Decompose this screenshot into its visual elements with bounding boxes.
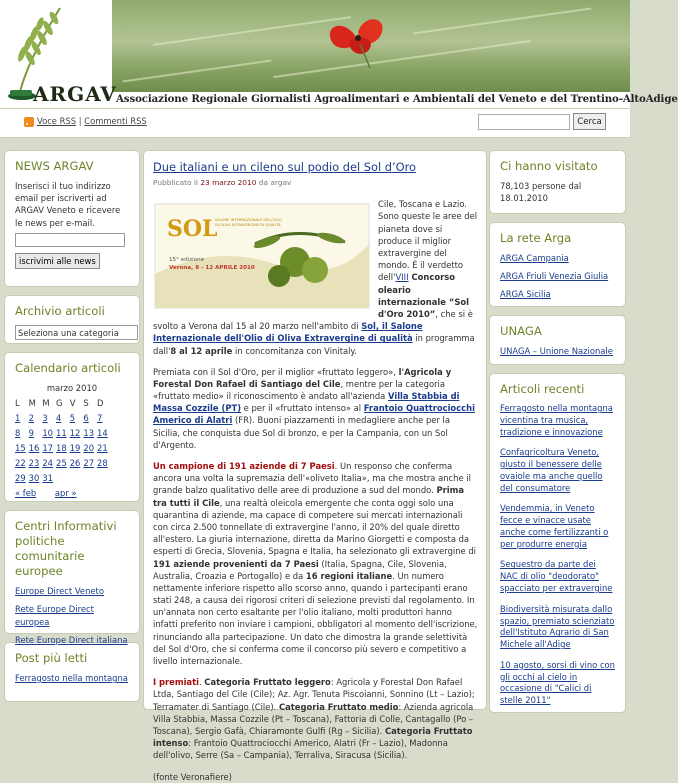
post-paragraph-3 <box>153 460 478 667</box>
p1-text-b: Concorso oleario internazionale “Sol d'Oro 2010” <box>378 272 470 319</box>
p1-text-e: 8 al 12 aprile <box>170 345 233 356</box>
archive-title: Archivio articoli <box>15 304 105 318</box>
popular-widget <box>4 642 140 702</box>
p4-text-e: : Azienda agricola Villa Stabbia, Massa Cozzile (Pt – Toscana), Fattoria di Colle, Cantagallo (Po – Toscana), Sergio Gafà, Chiaramonte Gulfi (Rg – Sicilia). <box>153 701 474 736</box>
calendar-day[interactable]: 20 <box>83 442 95 453</box>
p4-text-a: . <box>198 677 205 688</box>
calendar-week <box>15 425 111 440</box>
sol-subtitle: SALONE INTERNAZIONALE DELL'OLIO DI OLIVA EXTRAVERGINE DI QUALITÀ <box>215 218 283 227</box>
p4-heading: I premiati <box>153 677 199 688</box>
post-meta-author: da argav <box>256 177 292 187</box>
calendar-day[interactable]: 21 <box>97 442 108 453</box>
calendar-title: Calendario articoli <box>15 361 121 375</box>
viii-link[interactable]: VIII <box>395 272 409 283</box>
weekday: G <box>56 397 63 408</box>
calendar-week <box>15 440 111 455</box>
argav-logo[interactable] <box>0 0 120 104</box>
calendar-day[interactable]: 26 <box>69 457 81 468</box>
p4-text-d: Categoria Fruttato medio <box>278 701 399 712</box>
calendar-day[interactable]: 7 <box>97 412 103 423</box>
calendar-day[interactable]: 15 <box>15 442 26 453</box>
calendar-day[interactable]: 5 <box>69 412 76 423</box>
recent-title: Articoli recenti <box>500 382 585 396</box>
search-input[interactable] <box>478 114 570 130</box>
calendar-day[interactable]: 22 <box>15 457 26 468</box>
calendar-day[interactable]: 28 <box>97 457 108 468</box>
arga-campania-link[interactable]: ARGA Campania <box>500 253 569 264</box>
post-paragraph-4 <box>153 676 478 761</box>
recent-article-link[interactable]: Ferragosto nella montagna vicentina tra musica, tradizione e innovazione <box>500 403 613 437</box>
unaga-widget <box>489 315 626 365</box>
comments-rss-link[interactable]: Commenti RSS <box>84 116 147 126</box>
recent-article-link[interactable]: Sequestro da parte dei NAC di olio "deodorato" spacciato per extravergine <box>500 559 613 594</box>
weekday: V <box>69 397 76 408</box>
post-meta-prefix: Pubblicato il <box>153 177 201 187</box>
p2-text-c: , mentre per la categoria «fruttato medio» il riconoscimento è andato all'azienda <box>153 378 445 402</box>
p1-text-a: Cile, Toscana e Lazio. Sono queste le aree del pianeta dove si produce il miglior extravergine del mondo. È il verdetto dell' <box>378 199 478 283</box>
p4-text-c: : Agricola y Forestal Don Rafael Ltda, Santiago del Cile (Cile); Az. Agr. Tenuta Piscoianni, Sonnino (Lt – Lazio); Terramater di Santiago (Cile). <box>153 677 475 712</box>
p3-text-d: 191 aziende provenienti da 7 Paesi <box>153 558 319 569</box>
calendar-day[interactable]: 13 <box>83 427 95 438</box>
calendar-day[interactable]: 30 <box>28 472 40 483</box>
news-title: NEWS ARGAV <box>15 159 94 173</box>
calendar-day[interactable]: 14 <box>97 427 108 438</box>
category-select[interactable]: Seleziona una categoria <box>15 325 138 340</box>
main-content <box>143 150 487 782</box>
site-tagline: Associazione Regionale Giornalisti Agroalimentari e Ambientali del Veneto e del Trentino-AltoAdige <box>116 93 678 105</box>
p3-text-g: . Un numero nettamente inferiore rispetto allo scorso anno, quando i partecipanti erano stati 248, a causa dei rigorosi criteri di selezione previsti dal regolamento. In un'annata non certo esaltante per l'olio italiano, molti produttori hanno infatti preferito non inviare i campioni, obbligatori al momento dell'iscrizione, rinunciando alla partecipazione. Un dato che dimostra la grande selettività del Sol d'Oro, che si conferma come il concorso più severo e competitivo a livello internazionale. <box>153 570 478 667</box>
recent-article-link[interactable]: Vendemmia, in Veneto fecce e vinacce usate anche come fertilizzanti o per produrre energia <box>500 503 609 549</box>
rss-feed-link[interactable]: Voce RSS <box>37 116 77 126</box>
calendar-week <box>15 410 111 425</box>
p1-text-c: , che si è svolto a Verona dal 15 al 20 marzo nell'ambito di <box>153 308 473 332</box>
calendar-day[interactable]: 2 <box>28 412 35 423</box>
p2-text-e: (FR). Buoni piazzamenti in medagliere anche per la Sicilia, che conquista due Sol di bronzo, e per la Campania, con un Sol d'Argento. <box>153 415 451 450</box>
weekday: S <box>83 397 89 408</box>
post-date: 23 marzo 2010 <box>200 177 257 187</box>
calendar-month: marzo 2010 <box>46 383 98 394</box>
post-paragraph-2 <box>153 366 478 451</box>
p2-text-d: e per il «fruttato intenso» al <box>241 403 364 414</box>
post-title[interactable] <box>153 159 478 176</box>
news-email-input[interactable] <box>15 233 125 247</box>
rete-europe-direct-europea-link[interactable]: Rete Europe Direct europea <box>15 604 94 627</box>
calendar-day[interactable]: 24 <box>42 457 54 468</box>
calendar-day[interactable]: 25 <box>56 457 67 468</box>
calendar-day[interactable]: 9 <box>28 427 35 438</box>
calendar-day[interactable]: 19 <box>69 442 81 453</box>
rss-links <box>37 115 147 127</box>
rss-bar <box>0 108 630 138</box>
unaga-title: UNAGA <box>500 324 542 338</box>
calendar-week <box>15 470 111 485</box>
calendar-nav <box>15 487 129 499</box>
sol-dates: Verona, 8 - 12 APRILE 2010 <box>169 265 255 272</box>
subscribe-button[interactable]: iscrivimi alle news <box>15 253 100 269</box>
visits-count: 78,103 persone dal 18.01.2010 <box>500 181 582 204</box>
p4-text-f: Categoria Fruttato intenso <box>153 725 473 749</box>
weekday: D <box>97 397 104 408</box>
header-banner-image <box>112 0 630 92</box>
popular-post-link[interactable]: Ferragosto nella montagna <box>15 673 128 684</box>
visits-title: Ci hanno visitato <box>500 159 598 173</box>
calendar-prev-link[interactable]: « feb <box>15 488 37 499</box>
calendar-day[interactable]: 16 <box>28 442 40 453</box>
calendar-day[interactable]: 1 <box>15 412 21 423</box>
weekday: L <box>15 397 20 408</box>
arga-widget <box>489 222 626 307</box>
weekday: M <box>42 397 50 408</box>
sol-logo-text: SOL <box>167 216 218 243</box>
news-description: Inserisci il tuo indirizzo email per iscriverti ad ARGAV Veneto e ricevere le news per e-mail. <box>15 181 121 228</box>
archive-widget <box>4 295 140 344</box>
sol-salone-link[interactable]: Sol, il Salone Internazionale dell'Olio di Oliva Extravergine di qualità <box>153 321 423 344</box>
right-sidebar <box>489 150 626 721</box>
rete-europe-direct-italiana-link[interactable]: Rete Europe Direct italiana <box>15 634 128 645</box>
p3-text-a: . Un responso che conferma ancora una volta la supremazia dell'«oliveto Italia», ma che mostra anche il grande balzo qualitativo delle aree di produzione a sud del mondo. <box>153 461 471 496</box>
p1-text-f: in concomitanza con Vinitaly. <box>232 345 357 356</box>
calendar-day[interactable]: 8 <box>15 427 21 438</box>
calendar-day[interactable]: 3 <box>42 412 48 423</box>
calendar-day[interactable]: 29 <box>15 472 26 483</box>
rss-separator: | <box>76 116 85 126</box>
post-source: (fonte Veronafiere) <box>153 771 232 782</box>
p4-text-b: Categoria Fruttato leggero <box>204 677 331 688</box>
calendar-table <box>15 395 111 485</box>
calendar-next-link[interactable]: apr » <box>54 488 77 499</box>
logo-text: ARGAV <box>33 82 117 106</box>
calendar-widget <box>4 352 140 502</box>
p3-text-e: (Italia, Spagna, Cile, Slovenia, Australia, Croazia e Portogallo) e da <box>153 558 447 581</box>
calendar-day[interactable]: 12 <box>69 427 81 438</box>
calendar-week <box>15 455 111 470</box>
p1-text-d: in programma dall' <box>153 333 475 356</box>
p2-text-b: l'Agricola y Forestal Don Rafael di Santiago del Cile <box>153 366 452 389</box>
sol-edition: 15° edizione <box>169 257 205 264</box>
calendar-day[interactable]: 4 <box>56 412 62 423</box>
site-header <box>0 0 678 108</box>
poppy-flower-icon <box>320 8 400 68</box>
centri-title: Centri Informativi politiche comunitarie europee <box>15 519 117 579</box>
sol-banner-image[interactable] <box>155 204 369 308</box>
recent-articles-widget <box>489 373 626 713</box>
p3-text-b: Prima tra tutti il Cile <box>153 485 465 508</box>
p3-text-c: , una realtà oleicola emergente che conta oggi solo una quarantina di aziende, ma capace di competere sui mercati internazionali con circa 2.500 tonnellate di extravergine l'anno, il 20% del quale diretto all'estero. La giuria internazione, diretta da Marino Giorgetti e composta da esperti di Grecia, Slovenia, Spagna e Italia, ha selezionato gli extravergine di <box>153 497 476 557</box>
calendar-day[interactable]: 27 <box>83 457 95 468</box>
p2-text-a: Premiata con il Sol d'Oro, per il miglior «fruttato leggero», <box>153 366 399 377</box>
arga-sicilia-link[interactable]: ARGA Sicilia <box>500 289 551 300</box>
arga-title: La rete Arga <box>500 231 572 245</box>
popular-title: Post più letti <box>15 651 88 665</box>
calendar-day[interactable]: 23 <box>28 457 40 468</box>
p4-text-g: : Frantoio Quattrociocchi Americo, Alatri (Fr – Lazio), Madonna dell'olivo, Serre (Sa – Campania), Terraliva, Siracusa (Sicilia). <box>153 738 448 761</box>
weekday: M <box>28 397 36 408</box>
europe-direct-veneto-link[interactable]: Europe Direct Veneto <box>15 586 104 597</box>
post-meta <box>153 178 478 189</box>
calendar-day[interactable]: 17 <box>42 442 54 453</box>
calendar-day[interactable]: 31 <box>42 472 54 483</box>
visits-widget <box>489 150 626 214</box>
p3-text-f: 16 regioni italiane <box>305 570 393 581</box>
calendar-weekdays <box>15 395 111 410</box>
unaga-link[interactable]: UNAGA – Unione Nazionale <box>500 346 613 357</box>
recent-article-link[interactable]: 10 agosto, sorsi di vino con gli occhi al cielo in occasione di "Calici di stelle 2011" <box>500 659 615 706</box>
frantoio-quattrociocchi-link[interactable]: Frantoio Quattrociocchi Americo di Alatri <box>153 403 475 426</box>
p3-heading: Un campione di 191 aziende di 7 Paesi <box>153 461 335 472</box>
arga-friuli-link[interactable]: ARGA Friuli Venezia Giulia <box>500 271 609 282</box>
calendar-day[interactable]: 10 <box>42 427 54 438</box>
calendar-day[interactable]: 6 <box>83 412 89 423</box>
calendar-day[interactable]: 11 <box>56 427 67 438</box>
recent-article-link[interactable]: Confagricoltura Veneto, giusto il benessere delle ovaiole ma anche quello del consumatore <box>500 447 603 493</box>
news-widget <box>4 150 140 287</box>
search-button[interactable]: Cerca <box>573 113 606 130</box>
centri-widget <box>4 510 140 645</box>
left-sidebar <box>4 150 140 710</box>
calendar-day[interactable]: 18 <box>56 442 67 453</box>
villa-stabbia-link[interactable]: Villa Stabbia di Massa Cozzile (PT) <box>153 391 460 414</box>
post-title-link[interactable]: Due italiani e un cileno sul podio del Sol d’Oro <box>153 160 416 174</box>
recent-article-link[interactable]: Biodiversità misurata dallo spazio, premiato scienziato dell'Istituto Agrario di San Michele all'Adige <box>500 603 615 650</box>
rss-icon[interactable] <box>24 117 34 127</box>
